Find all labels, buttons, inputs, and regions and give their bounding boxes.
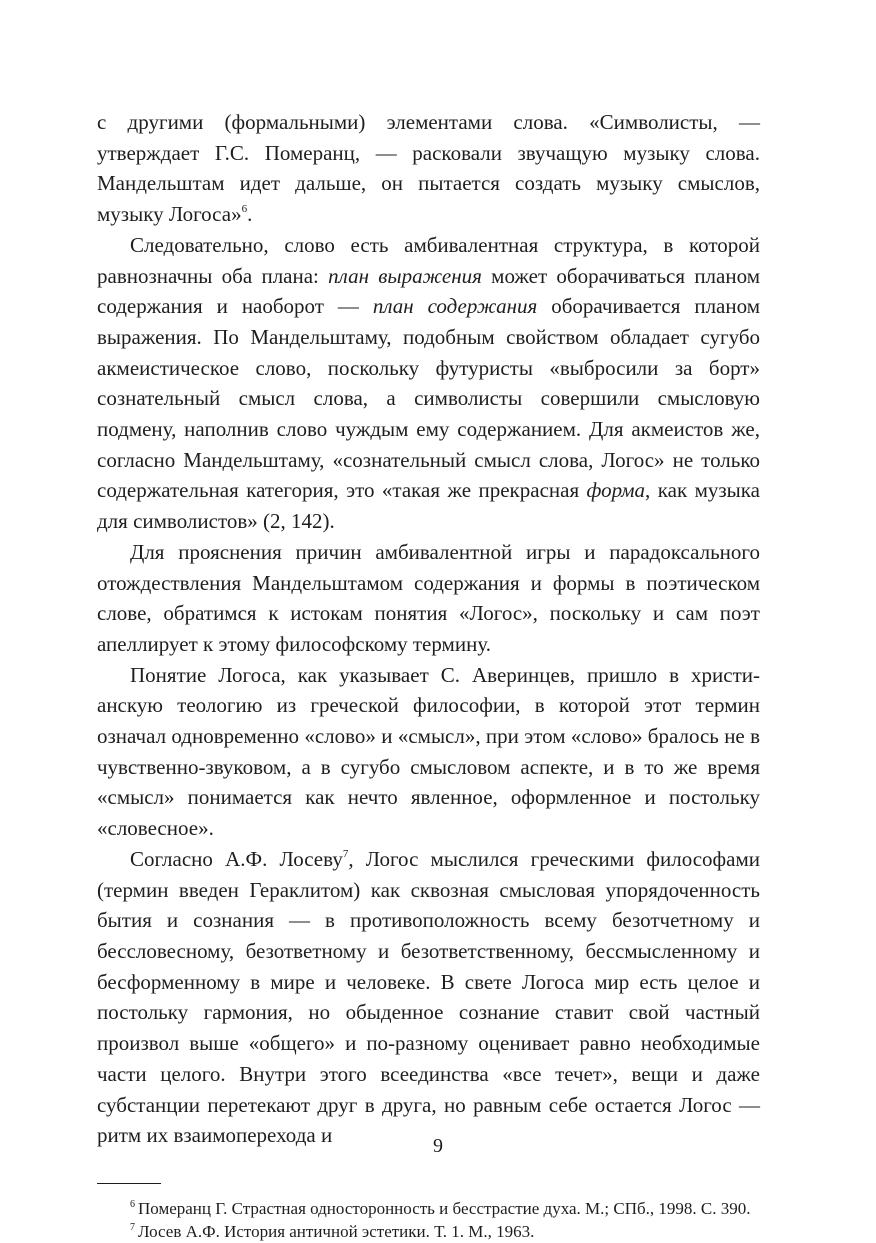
paragraph [97,537,760,660]
text-segment: оборачивается планом выражения. По Мандельштаму, подобным свойством обладает сугубо акмеистическое слово, поскольку футуристы «выбросили за борт» сознательный смысл слова, а символисты совершили смысловую подмену, наполнив слово чуждым ему содержанием. Для акмеистов же, согласно Мандельштаму, «сознательный смысл слова, Логос» не только содержательная категория, это «такая же прекрасная [97,294,760,503]
footnote-divider [97,1183,161,1184]
paragraph [97,230,760,537]
text-segment: Для прояснения причин амбивалентной игры и парадоксального отождествления Мандельштамом содержания и формы в поэтическом слове, обратимся к истокам понятия «Логос», поскольку и сам поэт апеллирует к этому философскому термину. [97,539,760,656]
main-text [97,107,760,1151]
italic-term: план выражения [328,263,482,288]
page-number: 9 [433,1135,443,1157]
italic-term: форма [586,478,646,503]
text-segment: , Логос мыслился греческими философами (термин введен Гераклитом) как сквозная смысловая упорядоченность бытия и сознания — в противоположность всему безотчетному и бессловесному, безответному и безответственному, бессмысленному и бесформенному в мире и человеке. В свете Логоса мир есть целое и постольку гармония, но обыденное сознание ставит свой частный произвол выше «общего» и по-разному оценивает равно необходимые части целого. Внутри этого всеединства «все течет», вещи и даже субстанции перетекают друг в друга, но равным себе остается Логос — ритм их взаимоперехода и [97,846,760,1148]
text-segment: Следовательно, слово есть амбивалентная структура, в которой равнозначны оба плана: [97,232,760,288]
page-body [97,107,760,1243]
footnote-text: Померанц Г. Страстная односторонность и бесстрастие духа. М.; СПб., 1998. С. 390. [138,1198,751,1218]
footnotes [97,1197,760,1243]
footnote-number: 6 [130,1199,135,1211]
footnote-text: Лосев А.Ф. История античной эстетики. Т. 1. М., 1963. [138,1221,535,1241]
footnote [97,1197,760,1220]
footnote-number: 7 [130,1222,135,1234]
paragraph [97,107,760,230]
footnote-ref: 6 [241,203,248,216]
footnote [97,1220,760,1243]
footnote-ref: 7 [342,847,349,860]
text-segment: . [247,202,253,227]
text-segment: Понятие Логоса, как указывает С. Аверинцев, пришло в христианскую теологию из греческой философии, в которой этот термин означал одновременно «слово» и «смысл», при этом «слово» бралось не в чувственно-звуковом, а в сугубо смысловом аспекте, и в то же время «смысл» понимается как нечто явленное, оформленное и постольку «словесное». [97,662,760,841]
text-segment: Согласно А.Ф. Лосеву [130,846,343,871]
text-segment: с другими (формальными) элементами слова. «Символисты, — утверждает Г.С. Померанц, — расковали звучащую музыку слова. Мандельштам идет дальше, он пытается создать музыку смыслов, музыку Логоса» [97,110,760,227]
text-segment: , как музыка для символистов» (2, 142). [97,478,760,534]
paragraph [97,844,760,1151]
text-segment: может оборачиваться планом содержания и наоборот — [97,263,760,319]
italic-term: план содержания [372,294,538,319]
paragraph [97,660,760,844]
